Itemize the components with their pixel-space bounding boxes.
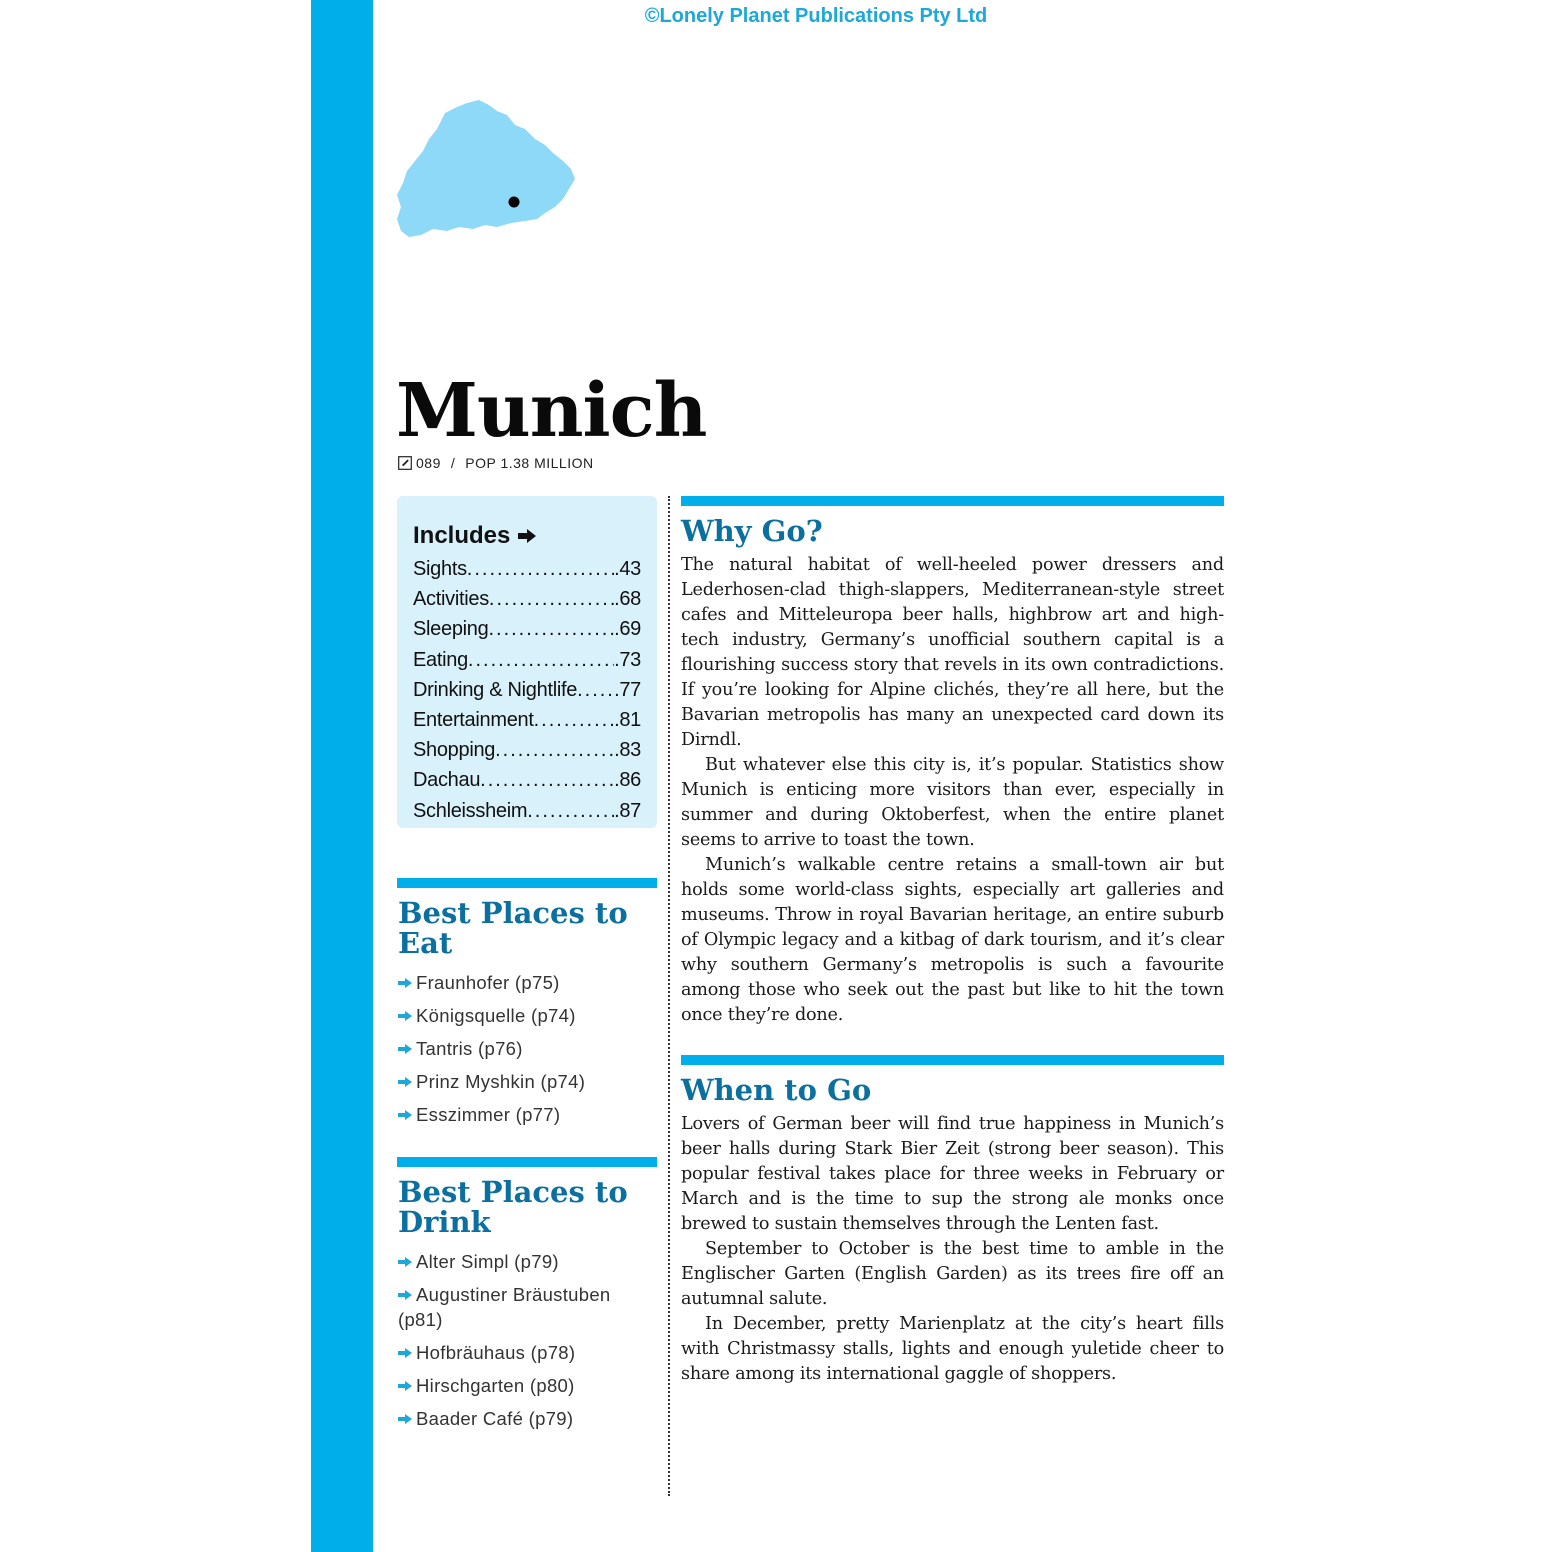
arrow-right-icon: [398, 1257, 412, 1267]
includes-item-label: Activities: [413, 588, 489, 611]
includes-item: [413, 796, 641, 826]
includes-item: [413, 735, 641, 765]
includes-item-page: .86: [614, 769, 641, 792]
list-item: [398, 970, 656, 995]
list-item: [398, 1036, 656, 1061]
dot-leader: [527, 796, 614, 826]
paragraph: The natural habitat of well-heeled power dressers and Lederhosen-clad thigh-slappers, Mediterranean-style street cafes and Mitteleuropa beer halls, highbrow art and high-tech industry, Germany’s unofficial southern capital is a flourishing success story that revels in its own contradictions. If you’re looking for Alpine clichés, they’re all here, but the Bavarian metropolis has many an unexpected card down its Dirndl.: [681, 555, 1224, 750]
includes-item-label: Dachau: [413, 769, 481, 792]
when-to-go-heading: When to Go: [681, 1073, 872, 1107]
best-eat-heading-line1: Best Places to: [398, 896, 628, 930]
list-item: [398, 1406, 656, 1431]
best-eat-item: Tantris (p76): [416, 1038, 523, 1059]
includes-item-page: .83: [614, 739, 641, 762]
best-drink-item: Hirschgarten (p80): [416, 1375, 575, 1396]
includes-item-page: .68: [614, 588, 641, 611]
paragraph: September to October is the best time to amble in the Englischer Garten (English Garden) as its trees fire off an autumnal salute.: [681, 1239, 1224, 1309]
best-drink-item: Augustiner Bräustuben (p81): [398, 1284, 611, 1330]
includes-item: [413, 705, 641, 735]
best-drink-item: Hofbräuhaus (p78): [416, 1342, 576, 1363]
dot-leader: [577, 675, 614, 705]
paragraph: Munich’s walkable centre retains a small-town air but holds some world-class sights, especially art galleries and museums. Throw in royal Bavarian heritage, an entire suburb of Olympic legacy and a kitbag of dark tourism, and it’s clear why southern Germany’s metropolis is such a favourite among those who seek out the past but like to hit the town once they’re done.: [681, 855, 1224, 1025]
best-eat-item: Königsquelle (p74): [416, 1005, 576, 1026]
copyright-notice: ©Lonely Planet Publications Pty Ltd: [644, 5, 988, 27]
includes-item-label: Eating: [413, 648, 468, 671]
best-eat-heading-line2: Eat: [398, 926, 453, 960]
best-eat-list: [398, 970, 656, 1135]
best-eat-heading: [398, 898, 628, 958]
when-to-go-body: [681, 1112, 1224, 1387]
includes-item: [413, 645, 641, 675]
phone-icon: [398, 456, 412, 470]
list-item: [398, 1340, 656, 1365]
includes-item-label: Entertainment: [413, 708, 534, 731]
includes-item: [413, 675, 641, 705]
includes-item-page: .77: [614, 678, 641, 701]
arrow-right-icon: [398, 1348, 412, 1358]
list-item: [398, 1102, 656, 1127]
bavaria-region-shape: [397, 100, 575, 237]
meta-separator: /: [450, 455, 456, 471]
dot-leader: [468, 645, 614, 675]
best-drink-heading: [398, 1177, 628, 1237]
includes-item: [413, 614, 641, 644]
population: POP 1.38 MILLION: [465, 455, 594, 471]
includes-item-page: .81: [614, 708, 641, 731]
arrow-right-icon: [398, 1044, 412, 1054]
includes-item-page: .69: [614, 618, 641, 641]
includes-title-text: Includes: [413, 522, 511, 549]
phone-code: 089: [416, 455, 441, 471]
paragraph: Lovers of German beer will find true happiness in Munich’s beer halls during Stark Bier Zeit (strong beer season). This popular festival takes place for three weeks in February or March and is the time to sup the strong ale monks once brewed to sustain themselves through the Lenten fast.: [681, 1114, 1224, 1234]
includes-title: [413, 522, 641, 550]
chapter-side-bar: [311, 0, 373, 1552]
includes-item-label: Shopping: [413, 739, 496, 762]
dot-leader: [488, 614, 614, 644]
page-title: Munich: [396, 368, 707, 454]
section-rule: [681, 496, 1224, 506]
section-rule: [681, 1055, 1224, 1065]
list-item: [398, 1249, 656, 1274]
dot-leader: [534, 705, 614, 735]
dot-leader: [467, 554, 614, 584]
includes-item-page: .73: [614, 648, 641, 671]
munich-location-dot: [509, 197, 520, 208]
section-rule: [397, 878, 657, 888]
arrow-right-icon: [398, 1381, 412, 1391]
dot-leader: [489, 584, 614, 614]
includes-item: [413, 554, 641, 584]
arrow-right-icon: [398, 978, 412, 988]
paragraph: In December, pretty Marienplatz at the city’s heart fills with Christmassy stalls, lights and enough yuletide cheer to share among its international gaggle of shoppers.: [681, 1314, 1224, 1384]
section-rule: [397, 1157, 657, 1167]
best-drink-heading-line1: Best Places to: [398, 1175, 628, 1209]
best-eat-item: Esszimmer (p77): [416, 1104, 561, 1125]
includes-item-label: Drinking & Nightlife: [413, 678, 578, 701]
includes-item-label: Sights: [413, 558, 467, 580]
best-drink-heading-line2: Drink: [398, 1205, 491, 1239]
city-meta-line: [398, 455, 594, 471]
dot-leader: [495, 735, 614, 765]
why-go-body: [681, 553, 1224, 1028]
why-go-heading: Why Go?: [681, 514, 823, 548]
arrow-right-icon: [398, 1011, 412, 1021]
arrow-right-icon: [398, 1077, 412, 1087]
list-item: [398, 1069, 656, 1094]
arrow-right-icon: [518, 529, 536, 543]
includes-item-page: .43: [614, 558, 641, 580]
dot-leader: [480, 765, 614, 795]
includes-item: [413, 584, 641, 614]
best-eat-item: Prinz Myshkin (p74): [416, 1071, 586, 1092]
best-eat-item: Fraunhofer (p75): [416, 972, 560, 993]
includes-item: [413, 765, 641, 795]
best-drink-item: Alter Simpl (p79): [416, 1251, 559, 1272]
includes-item-label: Sleeping: [413, 618, 489, 641]
list-item: [398, 1373, 656, 1398]
best-drink-item: Baader Café (p79): [416, 1408, 574, 1429]
arrow-right-icon: [398, 1110, 412, 1120]
list-item: [398, 1282, 656, 1332]
includes-item-label: Schleissheim: [413, 799, 528, 822]
arrow-right-icon: [398, 1414, 412, 1424]
column-divider: [668, 496, 670, 1496]
best-drink-list: [398, 1249, 656, 1439]
locator-map: [393, 95, 583, 265]
list-item: [398, 1003, 656, 1028]
paragraph: But whatever else this city is, it’s popular. Statistics show Munich is enticing more visitors than ever, especially in summer and during Oktoberfest, when the entire planet seems to arrive to toast the town.: [681, 755, 1224, 850]
includes-box: [397, 496, 657, 828]
includes-item-page: .87: [614, 799, 641, 822]
arrow-right-icon: [398, 1290, 412, 1300]
